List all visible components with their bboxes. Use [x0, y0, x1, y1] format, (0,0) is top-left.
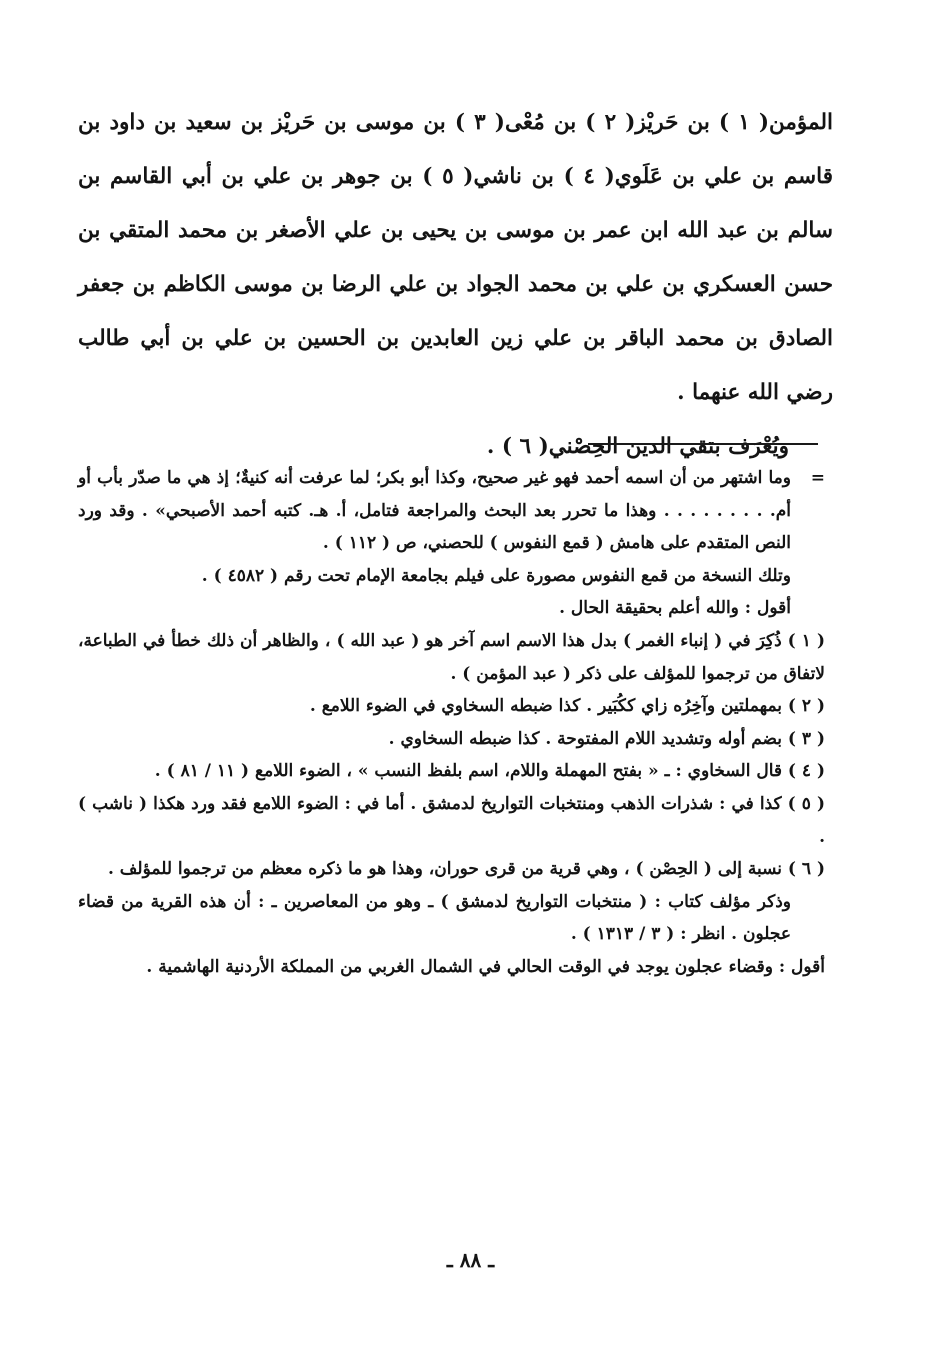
- footnote-continuation-line: أقول : والله أعلم بحقيقة الحال .: [559, 598, 791, 619]
- footnote-6: ( ٦ ) نسبة إلى ( الحِصْن ) ، وهي قرية من قرى حوران، وهذا هو ما ذكره معظم من ترجموا للمؤلف .: [107, 859, 825, 880]
- footnote-3: ( ٣ ) بضم أوله وتشديد اللام المفتوحة . كذا ضبطه السخاوي .: [388, 728, 825, 749]
- footnote-2: ( ٢ ) بمهملتين وآخِرُه زاي ككُبَير . كذا ضبطه السخاوي في الضوء اللامع .: [309, 696, 825, 717]
- footnotes-section: [78, 462, 825, 984]
- footnote-6-note: أقول : وقضاء عجلون يوجد في الوقت الحالي في الشمال الغربي من المملكة الأردنية الهاشمية .: [146, 956, 825, 977]
- continuation-mark: =: [810, 468, 825, 488]
- footnote-6-extra: وذكر مؤلف كتاب : ( منتخبات التواريخ لدمشق ) ـ وهو من المعاصرين ـ : أن هذه القرية من قضاء عجلون . انظر : ( ٣ / ١٣١٣ ) .: [78, 891, 791, 945]
- footnote-5: ( ٥ ) كذا في : شذرات الذهب ومنتخبات التواريخ لدمشق . أما في : الضوء اللامع فقد ورد هكذا ( ناشب ) .: [78, 793, 825, 847]
- footnote-separator: [588, 443, 818, 445]
- continuation-text: وما اشتهر من أن اسمه أحمد فهو غير صحيح، وكذا أبو بكر؛ لما عرفت أنه كنيةٌ؛ إذ هي ما صدّر بأب أو أم. . . . . . . . . وهذا ما تحرر بعد البحث والمراجعة فتامل، أ. هـ. كتبه أحمد الأصبحي» . وقد ورد النص المتقدم على هامش ( قمع النفوس ) للحصني، ص ( ١١٢ ) .: [78, 468, 791, 554]
- footnote-continuation-line: وتلك النسخة من قمع النفوس مصورة على فيلم بجامعة الإمام تحت رقم ( ٤٥٨٢ ) .: [201, 565, 791, 586]
- footnote-continuation: [78, 462, 825, 560]
- lineage-paragraph: المؤمن( ١ ) بن حَريْز( ٢ ) بن مُعْى( ٣ ) بن موسى بن حَريْز بن سعيد بن داود بن قاسم بن علي بن عَلَوي( ٤ ) بن ناشي( ٥ ) بن جوهر بن علي بن أبي القاسم بن سالم بن عبد الله ابن عمر بن موسى بن يحيى بن علي الأصغر بن محمد المتقي بن حسن العسكري بن علي بن محمد الجواد بن علي الرضا بن موسى الكاظم بن جعفر الصادق بن محمد الباقر بن علي زين العابدين بن الحسين بن علي بن أبي طالب رضي الله عنهما .: [78, 110, 834, 405]
- footnote-1: ( ١ ) ذُكِرَ في ( إنباء الغمر ) بدل هذا الاسم اسم آخر هو ( عبد الله ) ، والظاهر أن ذلك خطأ في الطباعة، لاتفاق من ترجموا للمؤلف على ذكر ( عبد المؤمن ) .: [78, 630, 826, 684]
- footnote-4: ( ٤ ) قال السخاوي : ـ « بفتح المهملة واللام، اسم بلفظ النسب » ، الضوء اللامع ( ١١ / ٨١ ) .: [154, 761, 825, 782]
- known-as-paragraph: ويُعْرَف بتقي الدين الحِصْني( ٦ ) .: [486, 434, 789, 459]
- main-text: [78, 96, 833, 474]
- page-number: ـ ٨٨ ـ: [446, 1248, 495, 1272]
